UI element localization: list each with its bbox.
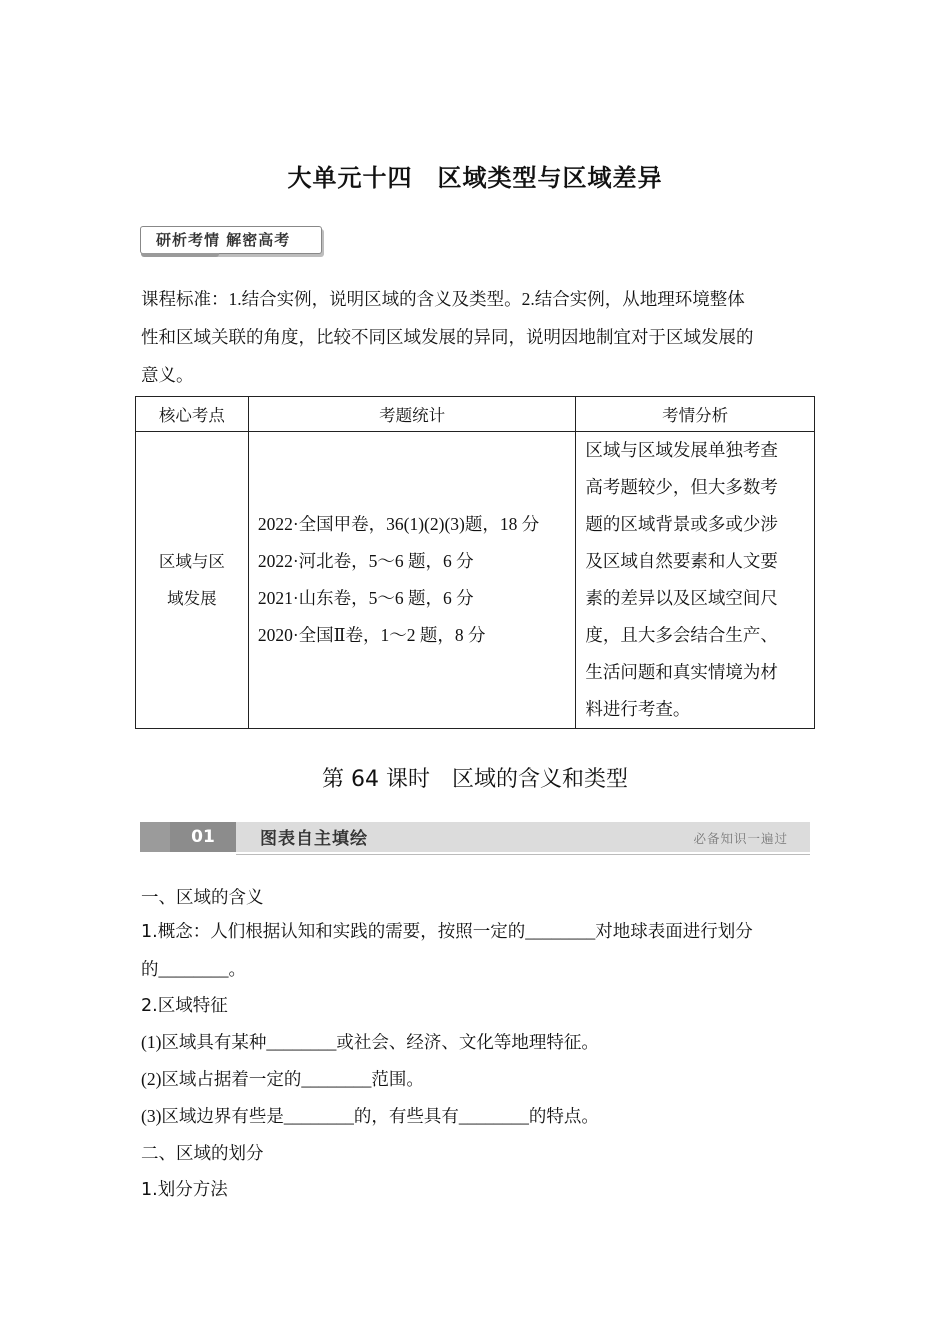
- analysis-line: 题的区域背景或多或少涉: [585, 514, 778, 534]
- analysis-line: 高考题较少，但大多数考: [585, 477, 778, 497]
- section-subtitle: 必备知识一遍过: [693, 831, 788, 846]
- core-topic-cell: [136, 432, 249, 729]
- heading-region-meaning: 一、区域的含义: [141, 887, 264, 907]
- concept-text: 人们根据认知和实践的需要，按照一定的________对地球表面进行划分: [210, 921, 753, 941]
- analysis-line: 料进行考查。: [585, 699, 691, 719]
- heading-region-division: 二、区域的划分: [141, 1143, 264, 1163]
- exam-stats-cell: [248, 432, 576, 729]
- stat-line: 2022·河北卷，5～6 题，6 分: [257, 551, 474, 571]
- exam-analysis-banner-label: 研析考情 解密高考: [156, 231, 291, 249]
- standard-line: 意义。: [141, 365, 194, 385]
- section-title: 图表自主填绘: [260, 829, 368, 849]
- stat-line: 2022·全国甲卷，36(1)(2)(3)题，18 分: [257, 514, 540, 534]
- header-analysis: 考情分析: [576, 397, 815, 432]
- stat-line: 2021·山东卷，5～6 题，6 分: [257, 588, 474, 608]
- concept-line-2: 的________。: [141, 959, 246, 979]
- lesson-title: 第 64 课时 区域的含义和类型: [322, 767, 628, 792]
- analysis-cell: [576, 432, 815, 729]
- curriculum-standard: [141, 280, 754, 394]
- table-header-row: [136, 397, 815, 432]
- stat-line: 2020·全国Ⅱ卷，1～2 题，8 分: [257, 625, 486, 645]
- analysis-line: 度，且大多会结合生产、: [585, 625, 778, 645]
- feature-item-3: (3)区域边界有些是________的，有些具有________的特点。: [141, 1106, 599, 1126]
- analysis-line: 素的差异以及区域空间尺: [585, 588, 778, 608]
- section-banner: [140, 822, 810, 856]
- table-row: [136, 432, 815, 729]
- unit-title: 大单元十四 区域类型与区域差异: [287, 164, 663, 192]
- feature-item-1: (1)区域具有某种________或社会、经济、文化等地理特征。: [141, 1032, 599, 1052]
- analysis-line: 生活问题和真实情境为材: [585, 662, 778, 682]
- division-method-heading: 1.划分方法: [141, 1180, 228, 1200]
- topic-line: 区域与区: [158, 552, 225, 571]
- analysis-line: 及区域自然要素和人文要: [585, 551, 778, 571]
- topic-line: 域发展: [167, 589, 217, 608]
- exam-analysis-banner: [140, 226, 320, 254]
- header-exam-stats: 考题统计: [248, 397, 576, 432]
- concept-label: 1.概念：: [141, 922, 211, 942]
- section-number: 01: [170, 822, 236, 852]
- feature-heading: 2.区域特征: [141, 996, 228, 1016]
- header-core-topic: 核心考点: [136, 397, 249, 432]
- exam-stats-table: [135, 396, 815, 729]
- standard-line: 性和区域关联的角度，比较不同区域发展的异同，说明因地制宜对于区域发展的: [141, 327, 754, 347]
- standard-line: 课程标准：1.结合实例，说明区域的含义及类型。2.结合实例，从地理环境整体: [141, 289, 745, 309]
- analysis-line: 区域与区域发展单独考查: [585, 440, 778, 460]
- concept-line-1: [141, 918, 753, 943]
- feature-item-2: (2)区域占据着一定的________范围。: [141, 1069, 424, 1089]
